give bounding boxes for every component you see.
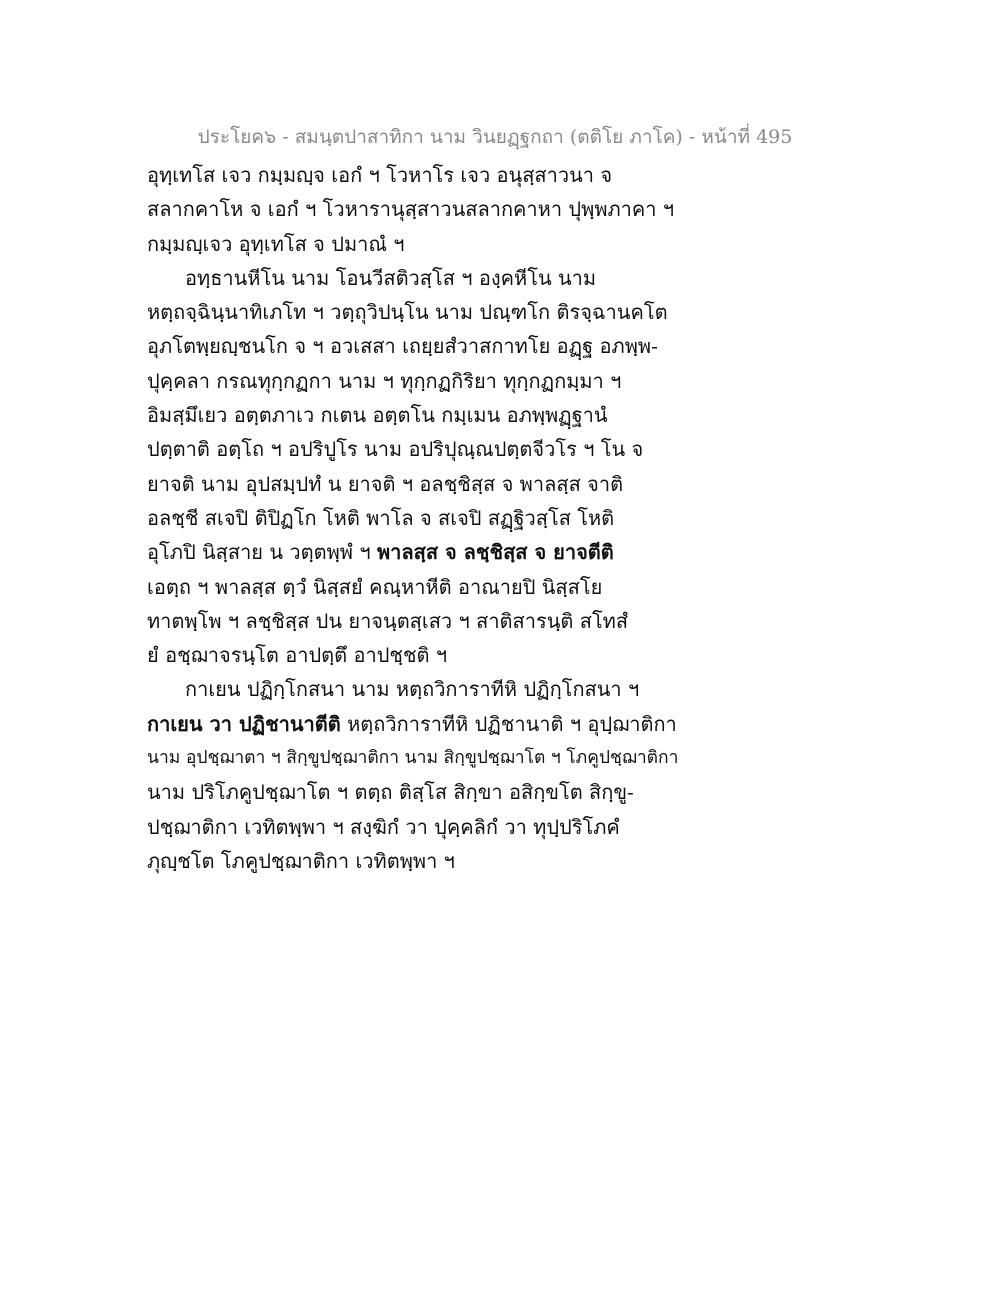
text-line xyxy=(147,364,677,398)
text-line xyxy=(147,570,677,604)
text-segment: ปชฺฌาติกา เวทิตพฺพา ฯ สงฺฆิกํ วา ปุคฺคลิกํ วา ทุปฺปริโภคํ xyxy=(147,814,620,839)
text-segment: อุโภปิ นิสฺสาย น วตฺตพฺพํ ฯ xyxy=(147,540,377,565)
page-header: ประโยค๖ - สมนฺตปาสาทิกา นาม วินยฏฺฐกถา (ตติโย ภาโค) - หน้าที่ 495 xyxy=(197,126,793,148)
text-segment: นาม ปริโภคูปชฺฌาโต ฯ ตตฺถ ติสฺโส สิกฺขา อสิกฺขโต สิกฺขู- xyxy=(147,780,634,805)
text-line xyxy=(147,227,677,261)
text-segment: นาม อุปชฺฌาตา ฯ สิกฺขูปชฺฌาติกา นาม สิกฺขูปชฺฌาโต ฯ โภคูปชฺฌาติกา xyxy=(147,748,679,769)
text-segment: อุภโตพฺยญฺชนโก จ ฯ อวเสสา เถยฺยสํวาสกาทโย อฏฺฐ อภพฺพ- xyxy=(147,334,658,359)
text-segment: ภุญฺชโต โภคูปชฺฌาติกา เวทิตพฺพา ฯ xyxy=(147,848,455,873)
bold-text-segment: พาลสฺส จ ลชฺชิสฺส จ ยาจตีติ xyxy=(376,540,614,565)
text-line xyxy=(147,741,677,775)
text-line xyxy=(147,295,677,329)
text-segment: หตฺถจฺฉินฺนาทิเภโท ฯ วตฺถุวิปนฺโน นาม ปณฺฑโก ติรจฺฉานคโต xyxy=(147,300,668,325)
bold-text-segment: กาเยน วา ปฏิชานาตีติ xyxy=(147,711,341,736)
text-line xyxy=(147,329,677,363)
text-line xyxy=(147,604,677,638)
text-segment: อุทฺเทโส เจว กมฺมญฺจ เอกํ ฯ โวหาโร เจว อนุสฺสาวนา จ xyxy=(147,163,613,187)
text-segment: ทาตพฺโพ ฯ ลชฺชิสฺส ปน ยาจนฺตสฺเสว ฯ สาติสารนฺติ สโทสํ xyxy=(147,608,629,633)
text-line xyxy=(147,810,677,844)
text-segment: หตฺถวิการาทีหิ ปฏิชานาติ ฯ อุปฺฌาติกา xyxy=(340,711,677,736)
text-segment: เอตฺถ ฯ พาลสฺส ตฺวํ นิสฺสยํ คณฺหาหีติ อาณายปิ นิสฺสโย xyxy=(147,574,603,599)
text-segment: กมฺมญฺเจว อุทฺเทโส จ ปมาณํ ฯ xyxy=(147,231,405,256)
text-line xyxy=(147,432,677,466)
text-line xyxy=(147,501,677,535)
text-segment: ยํ อชฺฌาจรนฺโต อาปตฺตึ อาปชฺชติ ฯ xyxy=(147,643,448,668)
text-line xyxy=(147,398,677,432)
text-line xyxy=(147,844,677,878)
text-line xyxy=(147,672,677,706)
text-line xyxy=(147,467,677,501)
text-line xyxy=(147,261,677,295)
text-segment: ปุคฺคลา กรณทุกฺกฏกา นาม ฯ ทุกฺกฏกิริยา ทุกฺกฏกมฺมา ฯ xyxy=(147,368,622,393)
text-line xyxy=(147,707,677,741)
text-segment: ยาจติ นาม อุปสมฺปทํ น ยาจติ ฯ อลชฺชิสฺส จ พาลสฺส จาติ xyxy=(147,471,624,496)
text-line xyxy=(147,192,677,226)
text-segment: อลชฺชี สเจปิ ติปิฏโก โหติ พาโล จ สเจปิ สฏฺฐิวสฺโส โหติ xyxy=(147,505,615,530)
body-text xyxy=(147,158,677,878)
text-line xyxy=(147,535,677,569)
text-line xyxy=(147,638,677,672)
text-segment: อทฺธานหีโน นาม โอนวีสติวสฺโส ฯ องฺคหีโน นาม xyxy=(185,265,597,290)
text-segment: สลากคาโห จ เอกํ ฯ โวหารานุสฺสาวนสลากคาหา ปุพฺพภาคา ฯ xyxy=(147,197,675,222)
text-line xyxy=(147,158,677,192)
text-segment: ปตฺตาติ อตฺโถ ฯ อปริปูโร นาม อปริปุณฺณปตฺตจีวโร ฯ โน จ xyxy=(147,437,644,462)
text-segment: อิมสฺมึเยว อตฺตภาเว กเตน อตฺตโน กมฺเมน อภพฺพฏฺฐานํ xyxy=(147,403,608,428)
text-line xyxy=(147,775,677,809)
text-segment: กาเยน ปฏิกฺโกสนา นาม หตฺถวิการาทีหิ ปฏิกฺโกสนา ฯ xyxy=(185,677,640,702)
